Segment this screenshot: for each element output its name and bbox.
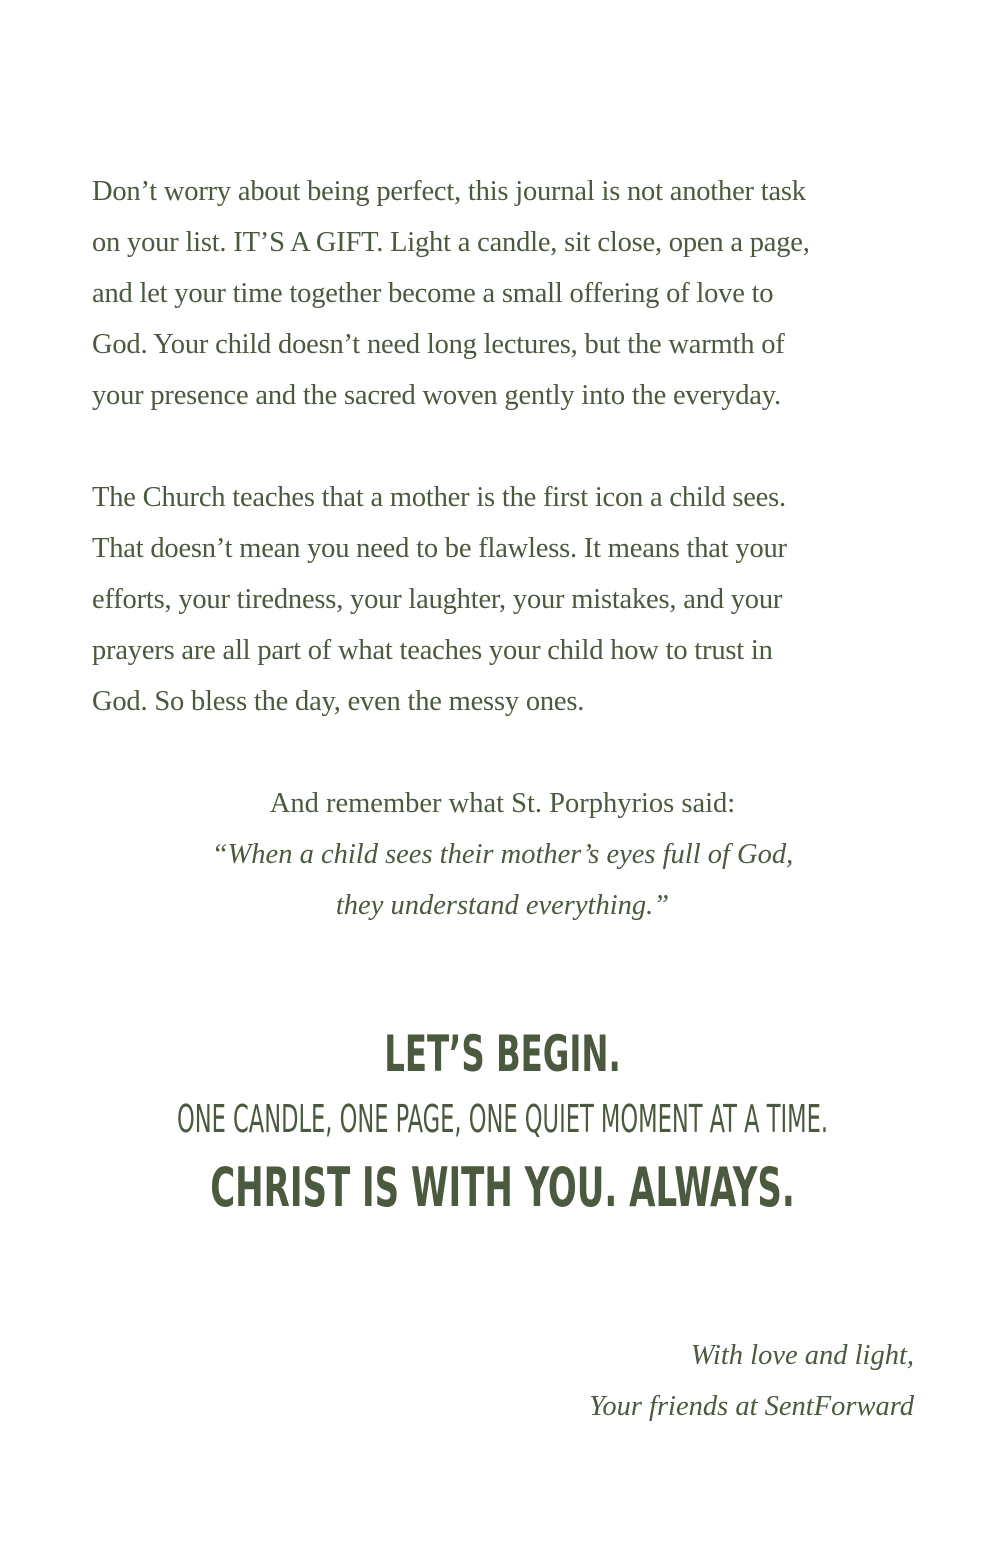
one-candle-subheading: ONE CANDLE, ONE PAGE, ONE QUIET MOMENT AT A TIME.	[176, 1097, 829, 1141]
quote-intro: And remember what St. Porphyrios said:	[269, 788, 736, 819]
quote-text-line: “When a child sees their mother’s eyes full of God,	[211, 839, 794, 870]
paragraph-line: The Church teaches that a mother is the first icon a child sees.	[92, 482, 786, 513]
signoff-greeting: With love and light,	[690, 1340, 914, 1371]
paragraph-line: on your list. IT’S A GIFT. Light a candle, sit close, open a page,	[92, 227, 810, 258]
christ-with-you-heading: CHRIST IS WITH YOU. ALWAYS.	[210, 1156, 795, 1219]
intro-paragraph	[92, 166, 922, 421]
paragraph-line: and let your time together become a small offering of love to	[92, 278, 774, 309]
paragraph-line: your presence and the sacred woven gently into the everyday.	[92, 380, 781, 411]
paragraph-line: That doesn’t mean you need to be flawless. It means that your	[92, 533, 787, 564]
signoff-signature: Your friends at SentForward	[589, 1391, 914, 1422]
saint-quote	[0, 778, 1005, 931]
quote-text-line: they understand everything.”	[335, 890, 670, 921]
paragraph-line: prayers are all part of what teaches your child how to trust in	[92, 635, 773, 666]
paragraph-line: God. So bless the day, even the messy ones.	[92, 686, 585, 717]
signoff	[589, 1330, 914, 1432]
paragraph-line: Don’t worry about being perfect, this journal is not another task	[92, 176, 806, 207]
lets-begin-heading: LET’S BEGIN.	[384, 1025, 621, 1083]
church-paragraph	[92, 472, 922, 727]
paragraph-line: efforts, your tiredness, your laughter, your mistakes, and your	[92, 584, 783, 615]
paragraph-line: God. Your child doesn’t need long lectures, but the warmth of	[92, 329, 785, 360]
